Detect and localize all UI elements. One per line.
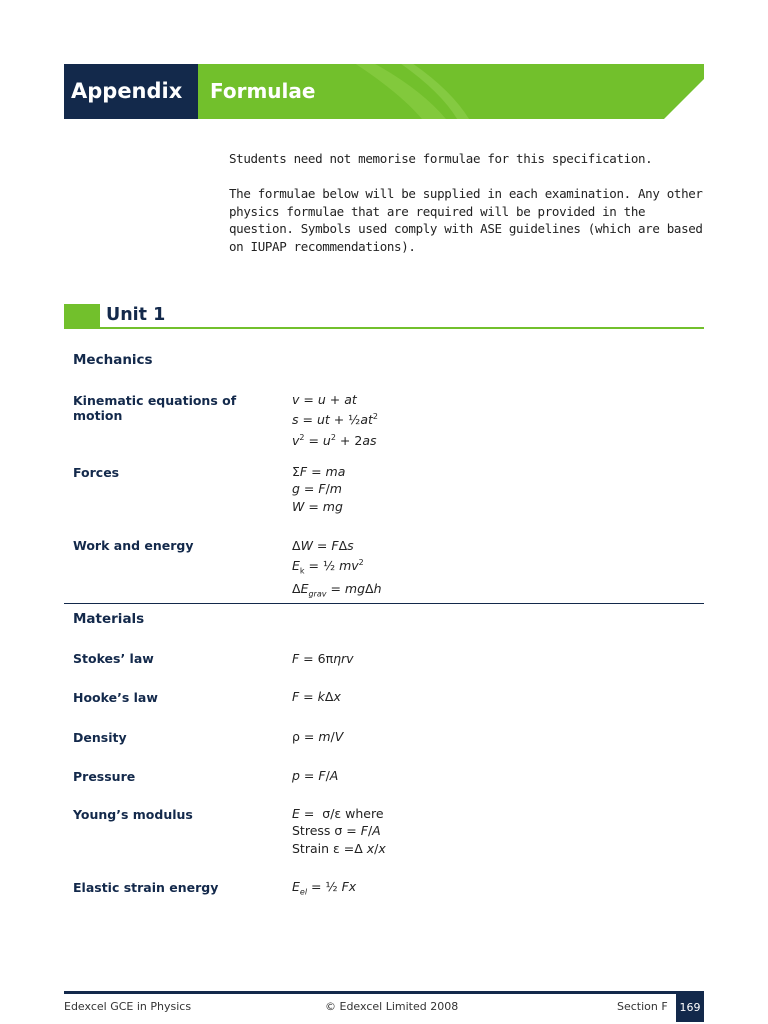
label-elastic-strain-energy: Elastic strain energy	[73, 880, 219, 895]
intro-paragraph-1: Students need not memorise formulae for this specification.	[229, 151, 653, 166]
formula-kinematics: v = u + at s = ut + $\frac{1}{2}at^2$ $v^2 = u^2 + 2as$	[292, 392, 378, 449]
intro-paragraph-2: The formulae below will be supplied in each examination. Any other physics formulae that are required will be provided in the question. Symbols used comply with ASE guidelines (which are based on IUPAP recommendations).	[229, 186, 703, 254]
label-pressure: Pressure	[73, 769, 136, 784]
unit-header	[64, 304, 704, 329]
formula-pressure: p = F/A	[292, 768, 339, 783]
formula-stokes: F = 6πηrv	[292, 651, 354, 666]
footer-publication: Edexcel GCE in Physics	[64, 1000, 192, 1013]
label-stokes: Stokes’ law	[73, 651, 154, 666]
section-divider	[64, 603, 704, 604]
label-kinematics: Kinematic equations of motion	[73, 393, 237, 423]
title-banner	[64, 64, 704, 158]
formula-density: ρ = m/V	[292, 729, 344, 744]
formula-elastic-strain-energy: $E_{el}$ = ½ Fx	[292, 879, 357, 897]
section-title-mechanics: Mechanics	[73, 352, 153, 368]
label-work-energy: Work and energy	[73, 538, 194, 553]
footer-rule	[64, 991, 704, 994]
section-title-materials: Materials	[73, 611, 145, 627]
banner-green-panel	[198, 64, 704, 119]
intro-text	[229, 150, 704, 273]
label-hooke: Hooke’s law	[73, 690, 158, 705]
page-number: 169	[676, 994, 704, 1022]
unit-title: Unit 1	[106, 305, 166, 325]
formula-forces: ΣF = ma g = F/m W = mg	[292, 464, 346, 514]
formula-youngs-modulus: E = σ/ε where Stress σ = F/A Strain ε =Δ x/x	[292, 806, 386, 856]
appendix-label: Appendix 8	[64, 64, 198, 119]
unit-marker-block	[64, 304, 100, 327]
formula-work-energy: ΔW = FΔs $E_k$ = ½ $mv^2$ $\Delta E_{grav} = mg\Delta h$	[292, 538, 382, 599]
label-density: Density	[73, 730, 127, 745]
label-forces: Forces	[73, 465, 120, 480]
page-title: Formulae	[210, 79, 316, 103]
formula-hooke: F = kΔx	[292, 689, 341, 704]
footer-section: Section F	[617, 1000, 668, 1013]
label-youngs-modulus: Young’s modulus	[73, 807, 193, 822]
footer-copyright: © Edexcel Limited 2008	[325, 1000, 459, 1013]
